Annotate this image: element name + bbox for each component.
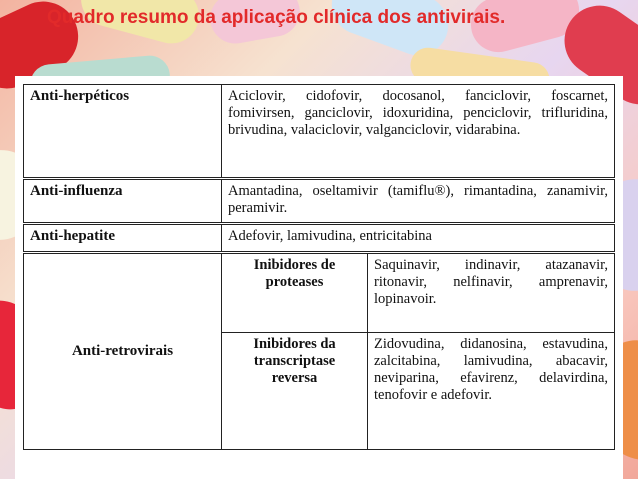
drugs-cell: Aciclovir, cidofovir, docosanol, fanciclovir, foscarnet, fomivirsen, ganciclovir, idoxuridina, penciclovir, trifluridina, brivudina, valaciclovir, valganciclovir, vidarabina. bbox=[222, 85, 615, 179]
category-cell: Anti-hepatite bbox=[24, 224, 222, 253]
drugs-cell: Zidovudina, didanosina, estavudina, zalcitabina, lamivudina, abacavir, neviparina, efavirenz, delavirdina, tenofovir e adefovir. bbox=[368, 333, 615, 450]
antiviral-table bbox=[23, 84, 615, 450]
category-cell: Anti-retrovirais bbox=[24, 253, 222, 450]
subgroup-cell: Inibidores de proteases bbox=[222, 253, 368, 333]
category-cell: Anti-herpéticos bbox=[24, 85, 222, 179]
drugs-cell: Saquinavir, indinavir, atazanavir, ritonavir, nelfinavir, amprenavir, lopinavoir. bbox=[368, 253, 615, 333]
category-cell: Anti-influenza bbox=[24, 179, 222, 224]
table-row bbox=[24, 85, 615, 179]
slide-title: Quadro resumo da aplicação clínica dos antivirais. bbox=[47, 7, 506, 28]
drugs-cell: Adefovir, lamivudina, entricitabina bbox=[222, 224, 615, 253]
table-row bbox=[24, 224, 615, 253]
drugs-cell: Amantadina, oseltamivir (tamiflu®), rimantadina, zanamivir, peramivir. bbox=[222, 179, 615, 224]
subgroup-cell: Inibidores da transcriptase reversa bbox=[222, 333, 368, 450]
antiviral-summary-document bbox=[15, 76, 623, 479]
table-row bbox=[24, 179, 615, 224]
table-row bbox=[24, 253, 615, 333]
